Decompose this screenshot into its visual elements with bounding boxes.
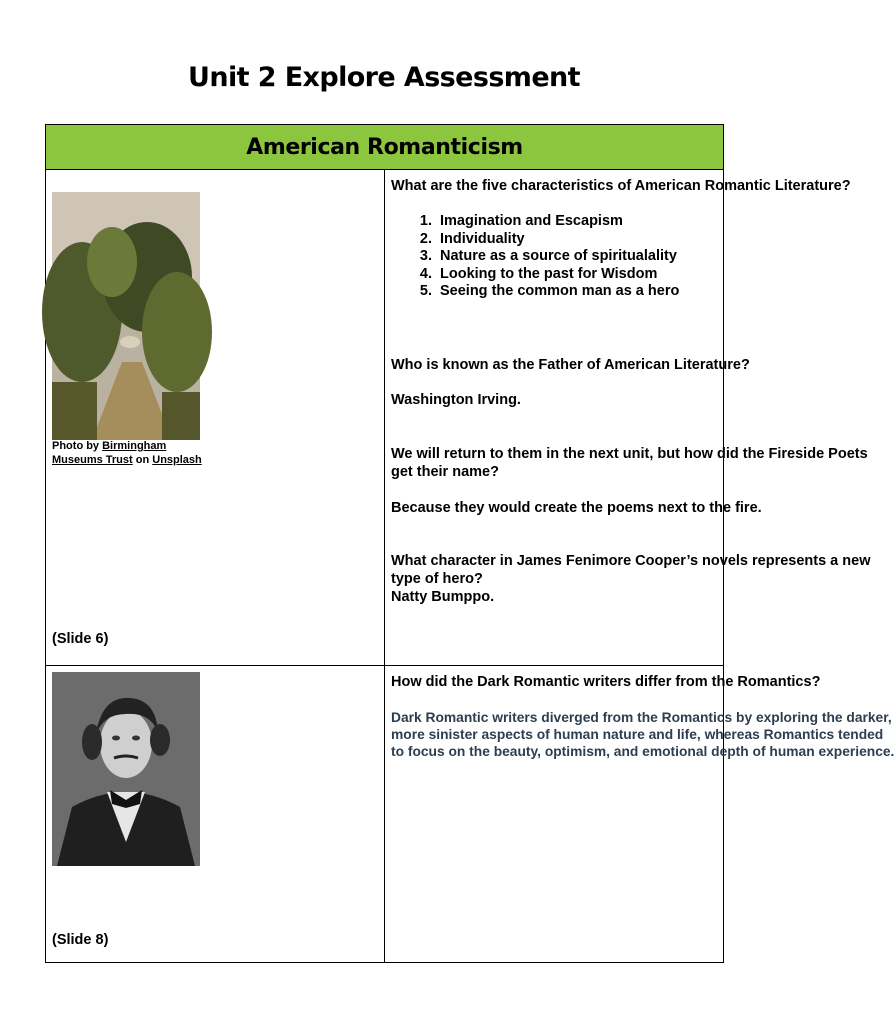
- characteristics-list: [391, 213, 679, 301]
- row1-right-cell: [385, 170, 871, 666]
- question-father-literature: Who is known as the Father of American Literature?: [391, 357, 750, 373]
- question-characteristics: What are the five characteristics of American Romantic Literature?: [391, 178, 851, 194]
- landscape-painting-image: [52, 192, 200, 440]
- table-row: [46, 170, 724, 666]
- question-dark-romantics: How did the Dark Romantic writers differ from the Romantics?: [391, 674, 821, 690]
- list-item: 3. Nature as a source of spiritualality: [436, 248, 679, 266]
- credit-author-link[interactable]: Birmingham Museums Trust: [52, 440, 167, 466]
- list-item: 5. Seeing the common man as a hero: [436, 283, 679, 301]
- list-item: 4. Looking to the past for Wisdom: [436, 266, 679, 284]
- credit-middle: on: [132, 453, 153, 466]
- row2-left-cell: [46, 666, 385, 963]
- photo-credit: [52, 440, 202, 467]
- list-item: 2. Individuality: [436, 231, 679, 249]
- list-item: 1. Imagination and Escapism: [436, 213, 679, 231]
- answer-dark-romantics: Dark Romantic writers diverged from the Romantics by exploring the darker, more sinister aspects of human nature and life, whereas Romantics tended to focus on the beauty, optimism, and emotional depth of human experience.: [391, 710, 895, 759]
- page-title: Unit 2 Explore Assessment: [188, 62, 580, 93]
- credit-site-link[interactable]: Unsplash: [152, 453, 202, 466]
- answer-father-literature: Washington Irving.: [391, 392, 521, 408]
- answer-cooper-hero: Natty Bumppo.: [391, 589, 495, 605]
- row1-left-cell: [46, 170, 385, 666]
- assessment-table: [45, 124, 895, 963]
- slide-reference: (Slide 8): [52, 932, 109, 948]
- table-row: [46, 666, 724, 963]
- credit-prefix: Photo by: [52, 440, 103, 452]
- portrait-image: [52, 672, 200, 866]
- slide-reference: (Slide 6): [52, 631, 109, 647]
- row2-right-cell: [385, 666, 895, 963]
- question-fireside-poets: We will return to them in the next unit, but how did the Fireside Poets get their name?: [391, 446, 868, 480]
- question-cooper-hero: What character in James Fenimore Cooper’s novels represents a new type of hero?: [391, 553, 871, 587]
- answer-fireside-poets: Because they would create the poems next to the fire.: [391, 500, 762, 516]
- table-header: American Romanticism: [46, 125, 724, 170]
